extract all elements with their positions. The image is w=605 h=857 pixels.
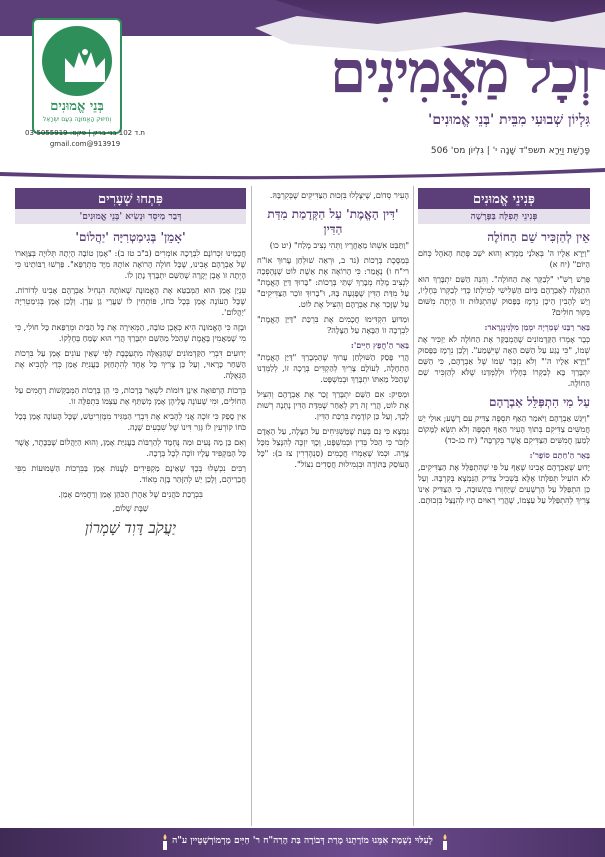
column-subheading: דְּבַר מַיסֵד וּנְשִׂיא 'בְּנֵי אֱמוּנִים'	[15, 209, 246, 224]
issue-info: פָּרָשַׁת וַיֵּרָא תשפ"ד שָׁנָה י' | גִּלְיוֹן מס' 506	[430, 146, 590, 156]
paragraph: בִּרְכוֹת הָרְפוּאָה אֵינָן דּוֹמוֹת לִשְׁאָר בְּרָכוֹת, כִּי הֵן בְּרָכוֹת הַמְּבַקְּשׁוֹת רַחֲמִים עַל הַחוֹלִים, וּמִי שֶׁעוֹנֶה עֲלֵיהֶן אָמֵן מְשַׁתֵּף אֶת עַצְמוֹ בִּתְפִלָּה זוֹ.	[15, 386, 246, 406]
column-heading: פְּנִינֵי אֱמוּנִים	[418, 188, 590, 209]
paragraph: יָדוּעַ שֶׁאַבְרָהָם אָבִינוּ שֶׁאַף עַל פִּי שֶׁהִתְפַּלֵּל אֶת הַצַּדִּיקִים, לֹא הוֹעִיל תְּפִלָּתוֹ אֶלָּא בִּשְׁבִיל צַדִּיק הַנִּמְצָא בְּקִרְבָּהּ. וְעַל כֵּן הִתְפַּלֵּל עַל הָרְשָׁעִים שֶׁיַּחְזְרוּ בִּתְשׁוּבָה, כִּי הַצַּדִּיק אֵינוֹ צָרִיךְ לְהִתְפַּלֵּל עַל עַצְמוֹ, שֶׁהֲרֵי רְאוּיִם הָיוּ לְהִנָּצֵל בִּזְכוּתָם.	[418, 463, 590, 505]
paragraph: אֵין סָפֵק כִּי זוֹכֶה אֲנִי לְהָבִיא אֶת דִּבְרֵי הַמַּגִּיד מִמֶּזְרִיטְשׁ, שֶׁכָּל הָעוֹנֶה אָמֵן בְּכָל כֹּחוֹ קוֹרְעִין לוֹ גְּזַר דִּינוֹ שֶׁל שִׁבְעִים שָׁנָה.	[15, 412, 246, 432]
closing-line: בִּבְרָכַת כֹּהֲנִים שֶׁל אַהֲרֹן הַכֹּהֵן אָמֵן וְרַחֲמִים אָמֵן.	[58, 490, 203, 499]
column-right	[418, 182, 590, 510]
section-title: 'דִּין הָאֱמֶת' עַל הַקְּדָמַת מִדַּת הַדִּין	[267, 207, 399, 236]
paragraph: וּבָזֶה כִּי הָאֱמוּנָה הִיא כְּאֶבֶן טוֹבָה, הַמְּאִירָה אֶת כָּל הַבַּיִת וּמְרַפֵּאת כָּל חוֹלִי, כִּי מִי שֶׁמַּאֲמִין בֶּאֱמֶת שֶׁהַכֹּל מֵהַשֵּׁם יִתְבָּרֵךְ הֲרֵי הוּא שָׂמֵחַ בְּחֶלְקוֹ.	[15, 323, 246, 343]
paragraph: עִנְיַן אָמֵן הוּא הַמְּבַטֵּא אֶת הָאֱמוּנָה שֶׁאוֹתָהּ הִנְחִיל אַבְרָהָם אָבִינוּ לְדוֹרוֹת. שֶׁכָּל הָעוֹנֶה אָמֵן בְּכָל כֹּחוֹ, פּוֹתְחִין לוֹ שַׁעֲרֵי גַן עֵדֶן. וְלָכֵן אָמֵן בְּגִימַטְרִיָּה 'יַהֲלוֹם'.	[15, 286, 246, 317]
author-signature: יַעֲקֹב דָּוִד שָׁמְרוֹן	[84, 519, 177, 537]
paragraph: בְּמַסֶּכֶת בְּרָכוֹת (נד ב, וּרְאֵה שׁוּלְחַן עָרוּךְ אוֹ"ח רי"ח ו) נֶאֱמַר: כִּי הָרוֹאֶה אֶת אֵשֶׁת לוֹט שֶׁנֶּהֶפְכָה לִנְצִיב מֶלַח מְבָרֵךְ שְׁתֵּי בְּרָכוֹת: "בָּרוּךְ דַּיַּן הָאֱמֶת" עַל מִדַּת הַדִּין שֶׁפָּגְעָה בָּהּ, וּ"בָרוּךְ זוֹכֵר הַצַּדִּיקִים" עַל שֶׁזָּכַר אֶת אַבְרָהָם וְהִצִּיל אֶת לוֹט.	[257, 256, 409, 309]
crown-icon	[62, 46, 108, 84]
column-middle	[257, 182, 409, 474]
verse-quote: "וַתַּבֵּט אִשְׁתּוֹ מֵאַחֲרָיו וַתְּהִי נְצִיב מֶלַח" (יט כו)	[269, 241, 409, 250]
paragraph: וּמַדּוּעַ הִקְדִּימוּ חֲכָמִים אֶת בִּרְכַּת "דַּיַּן הָאֱמֶת" לִבְרָכָה זוֹ הַבָּאָה עַל הַצָּלָה?	[257, 315, 409, 335]
paragraph: וְאִם כֵּן מַה נָּעִים וּמַה נֶּחְמָד לְהַרְבּוֹת בַּעֲנִיַּת אָמֵן, וְהוּא הַיַּהֲלוֹם שֶׁבַּכֶּתֶר, אֲשֶׁר כָּל הַמַּקְפִּיד עָלָיו זוֹכֶה לְכָל בְּרָכָה.	[15, 438, 246, 458]
contact-address: ת.ד 102 בני ברק | פקס: 03-5055919	[25, 129, 145, 137]
paragraph: כְּבָר אָמְרוּ הַקַּדְמוֹנִים שֶׁהַמְבַקֵּר אֶת הַחוֹלֶה לֹא יַזְכִּיר אֶת שְׁמוֹ, "כִּי נָגַע עַל הַשֵּׁם הֵאָה שֶׁיִּשָּׁמַע". וְלָכֵן נִרְמָז בַּפָּסוּק "וַיֵּרָא אֵלָיו ה'" וְלֹא נִזְכַּר שְׁמוֹ שֶׁל אַבְרָהָם, כִּי הַשֵּׁם יִתְבָּרֵךְ בָּא לְבַקְּרוֹ בְּחָלְיוֹ וּלְלַמְּדֵנוּ שֶׁלֹּא לְהַזְכִּיר שֵׁם הַחוֹלֶה.	[418, 335, 590, 388]
logo-slogan: וְחִיזּוּק הָאֱמוּנָה בְּעַם יִשְׂרָאֵל	[42, 116, 112, 123]
paragraph: רַבִּים נִכְשְׁלוּ בְּכָךְ שֶׁאֵינָם מַקְפִּידִים לַעֲנוֹת אָמֵן בַּבִּרְכוֹת הַשְּׁמוּעוֹת מִפִּי חֲבֵרֵיהֶם, וְלָכֵן יֵשׁ לְהִזָּהֵר בָּזֶה מְאוֹד.	[15, 464, 246, 484]
page-header	[0, 0, 605, 182]
column-divider	[251, 186, 252, 826]
section-title: אֵין לְהַזְכִּיר שֵׁם הַחוֹלֶה	[487, 230, 590, 244]
candle-icon	[440, 834, 450, 850]
column-heading: פִּתְחוּ שְׁעָרִים	[15, 188, 246, 209]
paragraph: נִמְצָא כִּי גַּם בְּעֵת שֶׁמַּשְׁגִּיחִים עַל הַצָּלָה, עַל הָאָדָם לִזְכֹּר כִּי הַכֹּל בְּדִין וּבְמִשְׁפָּט, וְכָךְ יִזְכֶּה לְהִנָּצֵל מִכָּל צָרָה. וּכְמוֹ שֶׁאָמְרוּ חֲכָמִים (סַנְהֶדְרִין צז ב): "כָּל הָעוֹסֵק בַּתּוֹרָה וּבִגְמִילוּת חֲסָדִים נִצּוֹל".	[257, 427, 409, 469]
commentary-label: בֵּאֵר רַבֵּנוּ שְׁמַרְיָה יִמְמַן מִלְּנִינְגְרַאד:	[484, 322, 590, 332]
sign-off: שַׁבָּת שָׁלוֹם,	[112, 504, 149, 513]
section-title: עַל מִי הִתְפַּלֵּל אַבְרָהָם	[489, 395, 590, 409]
contact-email[interactable]: 913919@gmail.com	[49, 140, 121, 148]
paragraph: יְדוּעִים דִּבְרֵי הַקַּדְמוֹנִים שֶׁהַגְּאֻלָּה מִתְעַכֶּבֶת לְפִי שֶׁאֵין עוֹנִים אָמֵן עַל בִּרְכוֹת הַשַּׁחַר כָּרָאוּי, וְעַל כֵּן צָרִיךְ כָּל אֶחָד לְהִתְחַזֵּק בַּעֲנִיַּת אָמֵן כְּדֵי לְהָבִיא אֶת הַגְּאֻלָּה.	[15, 349, 246, 380]
masthead-title: וְכָל מַאֲמִינִים	[330, 38, 590, 106]
masthead-subtitle: גִּלְיוֹן שְׁבוּעִי מִבֵּית 'בְּנֵי אֱמוּנִים'	[428, 112, 590, 128]
paragraph: וּמַסִּיק: אִם הַשֵּׁם יִתְבָּרֵךְ זָכַר אֶת אַבְרָהָם וְהִצִּיל אֶת לוֹט, הֲרֵי זֶה רַק לְאַחַר שֶׁמִּדַּת הַדִּין נָתְנָה רְשׁוּת לְכָךְ, וְעַל כֵּן קוֹדֶמֶת בִּרְכַּת הַדִּין.	[257, 390, 409, 421]
paragraph: פֵּרֵשׁ רַשִּׁ"י "לְבַקֵּר אֶת הַחוֹלֶה". וְהִנֵּה הַשֵּׁם יִתְבָּרֵךְ הוּא הִתְגַּלָּה לְאַבְרָהָם בַּיּוֹם הַשְּׁלִישִׁי לְמִילָתוֹ כְּדֵי לְבַקְּרוֹ בְּחָלְיוֹ, וְיֵשׁ לְהָבִין הֵיכָן נִרְמָז בַּפָּסוּק שֶׁהִתְגַּלּוּת זוֹ הָיְתָה מִשּׁוּם בִּקּוּר חוֹלִים?	[418, 275, 590, 317]
page-footer	[0, 828, 605, 857]
verse-quote: "וַיֵּרָא אֵלָיו ה' בְּאֵלֹנֵי מַמְרֵא וְהוּא יֹשֵׁב פֶּתַח הָאֹהֶל כְּחֹם הַיּוֹם" (יח א)	[418, 249, 590, 269]
paragraph: הֲרֵי פָּסַק הַשּׁוּלְחַן עָרוּךְ שֶׁהַמְבָרֵךְ "דַּיַּן הָאֱמֶת" הַתְחָלָה, לְעוֹלָם צָרִיךְ לְהַקְדִּים בְּרָכָה זוֹ, לְלַמְּדֵנוּ שֶׁהַכֹּל מֵאִתּוֹ יִתְבָּרַךְ וּבְמִשְׁפָּט.	[257, 353, 409, 384]
header-divider	[0, 166, 605, 182]
column-left	[15, 182, 246, 538]
logo-emblem	[42, 26, 112, 96]
column-subheading: פְּנִינֵי תְּפִלָּה בַּפָּרָשָׁה	[418, 209, 590, 224]
contact-info	[10, 128, 160, 150]
memorial-dedication: לְעִלּוּי נִשְׁמַת אִמֵּנוּ מוֹרָתֵנוּ מָרַת דְּבוֹרָה בַּת הָרַה"ח ר' חַיִּים מַרְמוֹרְשְׁטֵיין ע"ה	[172, 836, 433, 846]
logo-name: בְּנֵי אֱמוּנִים	[50, 99, 104, 114]
logo	[32, 18, 122, 134]
paragraph: הָעִיר סְדוֹם, שֶׁיִּצָּלְלוּ בִּזְכוּת הַצַּדִּיקִים שֶׁבְּקִרְבָּהּ.	[269, 191, 409, 200]
column-divider	[413, 186, 414, 826]
paragraph: חֲכָמֵינוּ זִכְרוֹנָם לִבְרָכָה אוֹמְרִים (ב"ב טז ב): "אָמֵן טוֹבָה הָיְתָה תְּלוּיָה בְּצַוָּארוֹ שֶׁל אַבְרָהָם אָבִינוּ, שֶׁכָּל חוֹלֶה הָרוֹאֶה אוֹתָהּ מִיָּד מִתְרַפֵּא". פֵּרְשׁוּ רַבּוֹתֵינוּ כִּי הָיְתָה זוֹ אֶבֶן יְקָרָה שֶׁהַשֵּׁם יִתְבָּרֵךְ נָתַן לוֹ.	[15, 249, 246, 280]
section-title: 'אָמֵן' בְּגִימַטְרִיָּה 'יַהֲלוֹם'	[75, 230, 186, 244]
verse-quote: "וַיִּגַּשׁ אַבְרָהָם וַיֹּאמַר הַאַף תִּסְפֶּה צַדִּיק עִם רָשָׁע; אוּלַי יֵשׁ חֲמִשִּׁים צַדִּיקִם בְּתוֹךְ הָעִיר הַאַף תִּסְפֶּה וְלֹא תִשָּׂא לַמָּקוֹם לְמַעַן חֲמִשִּׁים הַצַּדִּיקִם אֲשֶׁר בְּקִרְבָּהּ" (יח כג-כד)	[418, 414, 590, 445]
commentary-label: בֵּאֵר הַ'חַתַם סוֹפֵר':	[529, 450, 590, 460]
commentary-label: בֵּאֵר הַ'חֲפֵץ חַיִּים':	[350, 340, 409, 350]
